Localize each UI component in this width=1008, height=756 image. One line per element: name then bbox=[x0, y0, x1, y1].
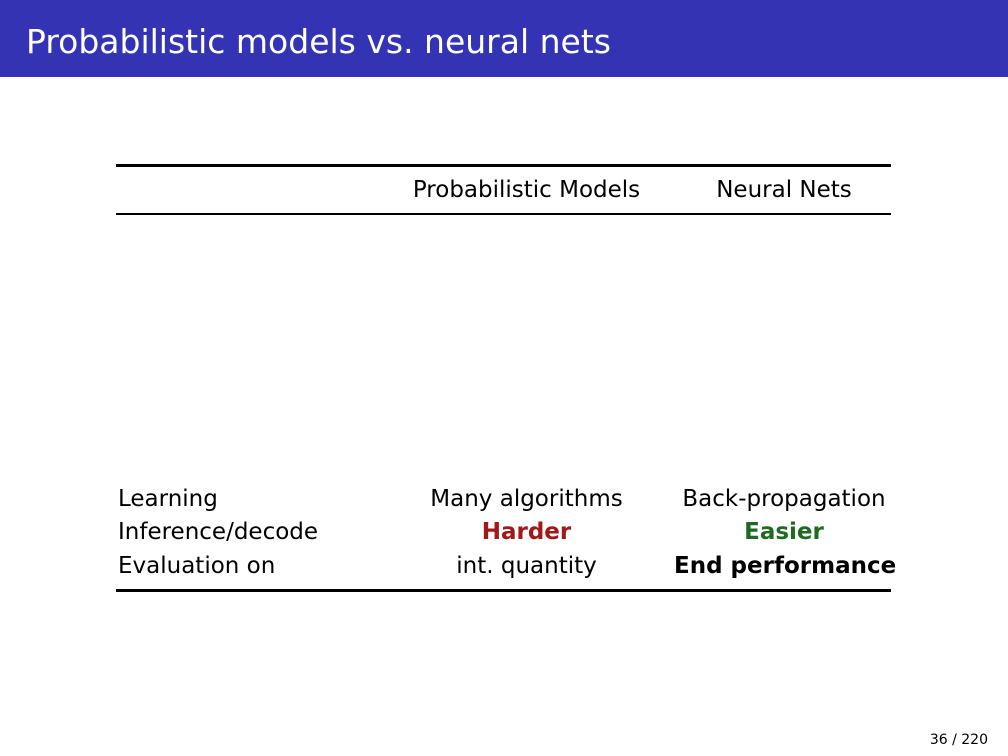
cell-evaluation-probabilistic: int. quantity bbox=[456, 553, 597, 579]
cell-learning-probabilistic: Many algorithms bbox=[430, 486, 623, 512]
slide-title: Probabilistic models vs. neural nets bbox=[26, 22, 611, 61]
row-label-learning: Learning bbox=[118, 486, 218, 512]
table-header-rule bbox=[116, 213, 891, 215]
table-top-rule bbox=[116, 164, 891, 167]
cell-inference-neural: Easier bbox=[744, 519, 824, 545]
cell-inference-probabilistic: Harder bbox=[481, 519, 572, 545]
cell-evaluation-neural: End performance bbox=[674, 553, 897, 579]
row-label-evaluation: Evaluation on bbox=[118, 553, 276, 579]
column-header-probabilistic-models: Probabilistic Models bbox=[412, 177, 641, 203]
column-header-neural-nets: Neural Nets bbox=[716, 177, 852, 203]
page-number: 36 / 220 bbox=[929, 732, 988, 748]
table-bottom-rule bbox=[116, 589, 891, 592]
title-bar bbox=[0, 0, 1008, 77]
row-label-inference: Inference/decode bbox=[118, 519, 319, 545]
cell-learning-neural: Back-propagation bbox=[682, 486, 886, 512]
